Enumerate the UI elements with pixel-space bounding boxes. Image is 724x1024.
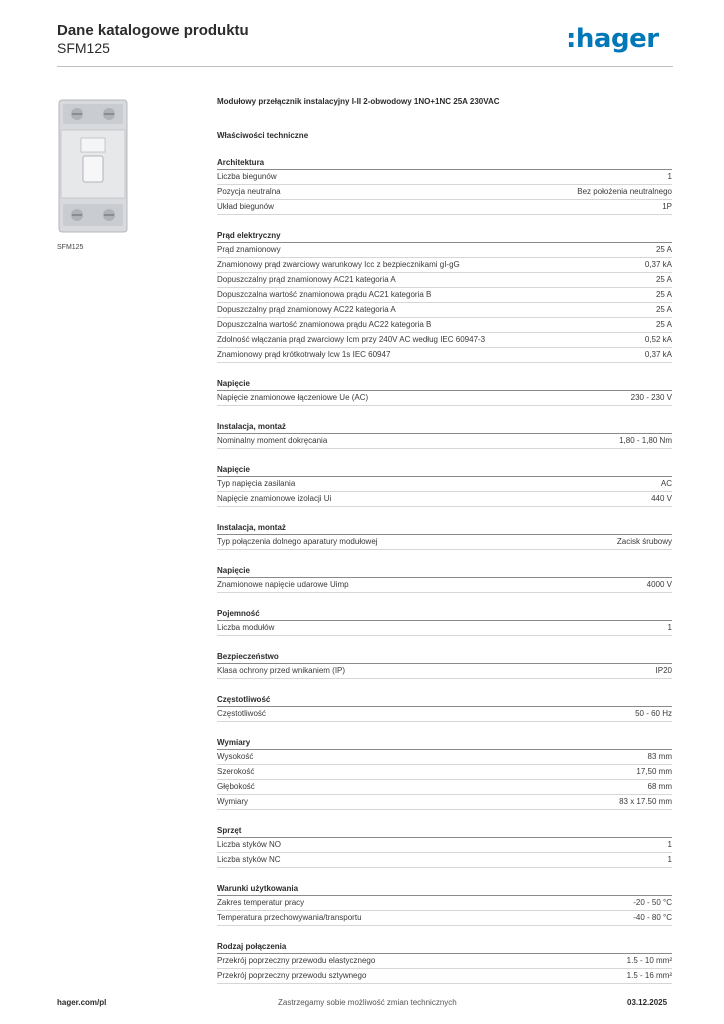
spec-label: Szerokość xyxy=(217,767,255,776)
spec-row xyxy=(217,170,672,185)
spec-label: Wymiary xyxy=(217,797,249,806)
spec-value: 1,80 - 1,80 Nm xyxy=(619,436,672,445)
spec-label: Dopuszczalna wartość znamionowa prądu AC22 kategoria B xyxy=(217,320,432,329)
spec-row xyxy=(217,288,672,303)
spec-label: Napięcie znamionowe łączeniowe Ue (AC) xyxy=(217,393,369,402)
section-title: Prąd elektryczny xyxy=(217,230,672,243)
spec-label: Napięcie znamionowe izolacji Ui xyxy=(217,494,332,503)
spec-row xyxy=(217,780,672,795)
footer-website: hager.com/pl xyxy=(57,998,107,1007)
spec-value: 1 xyxy=(667,623,672,632)
spec-label: Pozycja neutralna xyxy=(217,187,281,196)
spec-section xyxy=(217,565,672,593)
spec-label: Prąd znamionowy xyxy=(217,245,281,254)
spec-label: Nominalny moment dokręcania xyxy=(217,436,328,445)
spec-row xyxy=(217,243,672,258)
spec-label: Układ biegunów xyxy=(217,202,274,211)
spec-row xyxy=(217,303,672,318)
spec-row xyxy=(217,707,672,722)
spec-value: Bez położenia neutralnego xyxy=(577,187,672,196)
section-title: Napięcie xyxy=(217,378,672,391)
section-title: Bezpieczeństwo xyxy=(217,651,672,664)
section-title: Architektura xyxy=(217,157,672,170)
spec-label: Głębokość xyxy=(217,782,255,791)
spec-row xyxy=(217,434,672,449)
spec-row xyxy=(217,578,672,593)
spec-label: Znamionowy prąd zwarciowy warunkowy Icc z bezpiecznikami gI-gG xyxy=(217,260,460,269)
spec-label: Wysokość xyxy=(217,752,254,761)
spec-row xyxy=(217,954,672,969)
spec-section xyxy=(217,608,672,636)
spec-row xyxy=(217,853,672,868)
spec-row xyxy=(217,273,672,288)
spec-row xyxy=(217,318,672,333)
spec-value: 83 mm xyxy=(647,752,672,761)
spec-label: Zdolność włączania prąd zwarciowy Icm przy 240V AC według IEC 60947-3 xyxy=(217,335,486,344)
section-title: Wymiary xyxy=(217,737,672,750)
spec-label: Klasa ochrony przed wnikaniem (IP) xyxy=(217,666,346,675)
spec-value: 0,52 kA xyxy=(644,335,672,344)
spec-section xyxy=(217,421,672,449)
spec-value: 1.5 - 10 mm² xyxy=(626,956,672,965)
section-title: Instalacja, montaż xyxy=(217,421,672,434)
section-title: Rodzaj połączenia xyxy=(217,941,672,954)
spec-sections xyxy=(217,157,672,984)
product-description: Modułowy przełącznik instalacyjny I-II 2-obwodowy 1NO+1NC 25A 230VAC xyxy=(217,97,500,106)
spec-value: AC xyxy=(660,479,672,488)
spec-value: 50 - 60 Hz xyxy=(635,709,672,718)
spec-row xyxy=(217,185,672,200)
spec-section xyxy=(217,230,672,363)
section-title: Pojemność xyxy=(217,608,672,621)
spec-section xyxy=(217,941,672,984)
spec-section xyxy=(217,825,672,868)
spec-value: 68 mm xyxy=(647,782,672,791)
spec-value: 440 V xyxy=(651,494,672,503)
spec-label: Przekrój poprzeczny przewodu elastycznego xyxy=(217,956,376,965)
spec-section xyxy=(217,694,672,722)
spec-row xyxy=(217,333,672,348)
spec-value: Zacisk śrubowy xyxy=(616,537,672,546)
spec-row xyxy=(217,621,672,636)
spec-value: 83 x 17.50 mm xyxy=(619,797,672,806)
spec-label: Częstotliwość xyxy=(217,709,266,718)
spec-value: 25 A xyxy=(655,290,672,299)
spec-value: 0,37 kA xyxy=(644,260,672,269)
spec-content xyxy=(217,96,672,984)
spec-label: Liczba modułów xyxy=(217,623,275,632)
spec-value: 4000 V xyxy=(646,580,672,589)
spec-section xyxy=(217,464,672,507)
spec-row xyxy=(217,535,672,550)
spec-value: 1 xyxy=(667,840,672,849)
spec-row xyxy=(217,896,672,911)
spec-section xyxy=(217,522,672,550)
section-title: Instalacja, montaż xyxy=(217,522,672,535)
spec-label: Typ napięcia zasilania xyxy=(217,479,296,488)
spec-label: Liczba biegunów xyxy=(217,172,277,181)
spec-row xyxy=(217,765,672,780)
spec-row xyxy=(217,391,672,406)
spec-row xyxy=(217,911,672,926)
page-title: Dane katalogowe produktu xyxy=(57,22,249,39)
spec-section xyxy=(217,651,672,679)
spec-value: 25 A xyxy=(655,305,672,314)
spec-section xyxy=(217,378,672,406)
spec-value: 1 xyxy=(667,855,672,864)
spec-row xyxy=(217,795,672,810)
section-title: Częstotliwość xyxy=(217,694,672,707)
spec-label: Temperatura przechowywania/transportu xyxy=(217,913,362,922)
section-title: Sprzęt xyxy=(217,825,672,838)
spec-row xyxy=(217,258,672,273)
section-title: Warunki użytkowania xyxy=(217,883,672,896)
spec-row xyxy=(217,477,672,492)
spec-row xyxy=(217,750,672,765)
spec-label: Typ połączenia dolnego aparatury modułowej xyxy=(217,537,378,546)
spec-label: Dopuszczalna wartość znamionowa prądu AC21 kategoria B xyxy=(217,290,432,299)
spec-value: 17,50 mm xyxy=(636,767,672,776)
section-title: Napięcie xyxy=(217,464,672,477)
spec-label: Przekrój poprzeczny przewodu sztywnego xyxy=(217,971,367,980)
spec-row xyxy=(217,969,672,984)
section-title: Napięcie xyxy=(217,565,672,578)
spec-row xyxy=(217,492,672,507)
spec-section xyxy=(217,157,672,215)
footer-date: 03.12.2025 xyxy=(627,998,668,1007)
spec-label: Dopuszczalny prąd znamionowy AC21 kategoria A xyxy=(217,275,396,284)
spec-row xyxy=(217,200,672,215)
spec-row xyxy=(217,664,672,679)
footer-disclaimer: Zastrzegamy sobie możliwość zmian technicznych xyxy=(278,998,457,1007)
spec-value: IP20 xyxy=(655,666,672,675)
spec-value: 1.5 - 16 mm² xyxy=(626,971,672,980)
spec-label: Zakres temperatur pracy xyxy=(217,898,305,907)
spec-value: 1P xyxy=(662,202,672,211)
image-caption: SFM125 xyxy=(57,244,84,251)
spec-value: 25 A xyxy=(655,320,672,329)
spec-section xyxy=(217,883,672,926)
spec-value: 230 - 230 V xyxy=(630,393,672,402)
spec-label: Liczba styków NC xyxy=(217,855,281,864)
product-image xyxy=(57,96,129,236)
spec-label: Liczba styków NO xyxy=(217,840,282,849)
spec-label: Znamionowe napięcie udarowe Uimp xyxy=(217,580,349,589)
spec-row xyxy=(217,348,672,363)
spec-label: Dopuszczalny prąd znamionowy AC22 kategoria A xyxy=(217,305,396,314)
spec-value: -40 - 80 °C xyxy=(633,913,672,922)
spec-value: 1 xyxy=(667,172,672,181)
spec-label: Znamionowy prąd krótkotrwały Icw 1s IEC 60947 xyxy=(217,350,391,359)
spec-section xyxy=(217,737,672,810)
spec-value: -20 - 50 °C xyxy=(633,898,672,907)
hager-logo: :hager xyxy=(566,24,659,54)
spec-value: 25 A xyxy=(655,275,672,284)
spec-value: 0,37 kA xyxy=(644,350,672,359)
spec-row xyxy=(217,838,672,853)
spec-value: 25 A xyxy=(655,245,672,254)
technical-properties-heading: Właściwości techniczne xyxy=(217,131,309,140)
header-divider xyxy=(57,66,673,67)
product-code: SFM125 xyxy=(57,40,110,56)
